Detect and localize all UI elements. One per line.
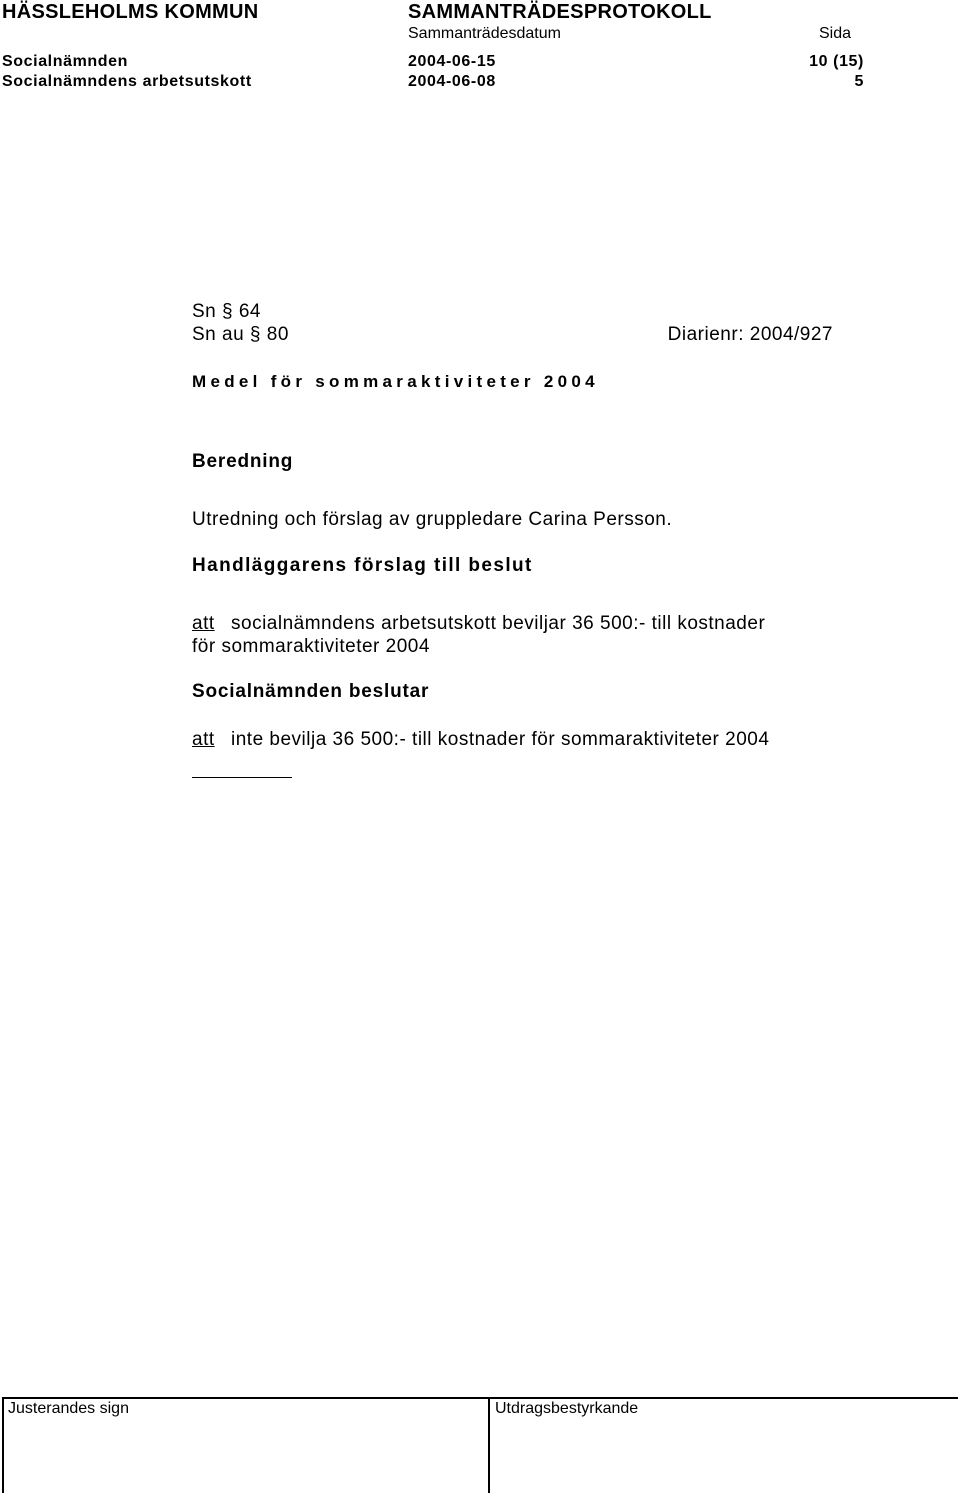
diary-number: Diarienr: 2004/927 xyxy=(667,324,833,345)
proposal-line-1: socialnämndens arbetsutskott beviljar 36 500:- till kostnader xyxy=(231,613,766,634)
sn-paragraph-ref: Sn § 64 xyxy=(192,301,261,322)
signature-box-divider xyxy=(488,1397,490,1493)
municipality-name: HÄSSLEHOLMS KOMMUN xyxy=(2,1,259,23)
page-label: Sida xyxy=(819,25,852,42)
body-name-2: Socialnämndens arbetsutskott xyxy=(2,73,252,90)
meeting-date-label: Sammanträdesdatum xyxy=(408,25,561,42)
decision-text: inte bevilja 36 500:- till kostnader för sommaraktiviteter 2004 xyxy=(231,729,770,750)
section-end-rule xyxy=(192,777,292,778)
signature-box xyxy=(2,1397,958,1493)
preparation-heading: Beredning xyxy=(192,451,294,472)
decision-att: att xyxy=(192,729,215,750)
document-type: SAMMANTRÄDESPROTOKOLL xyxy=(408,1,712,23)
meeting-date-1: 2004-06-15 xyxy=(408,53,496,70)
page-number-1: 10 (15) xyxy=(809,53,864,70)
decision-heading: Socialnämnden beslutar xyxy=(192,681,430,702)
signature-label: Justerandes sign xyxy=(8,1400,129,1417)
proposal-heading: Handläggarens förslag till beslut xyxy=(192,555,533,576)
proposal-att: att xyxy=(192,613,215,634)
sn-au-paragraph-ref: Sn au § 80 xyxy=(192,324,289,345)
body-name-1: Socialnämnden xyxy=(2,53,129,70)
preparation-text: Utredning och förslag av gruppledare Carina Persson. xyxy=(192,509,673,530)
certification-label: Utdragsbestyrkande xyxy=(495,1400,639,1417)
page-number-2: 5 xyxy=(854,73,864,90)
item-title: Medel för sommaraktiviteter 2004 xyxy=(192,372,599,391)
meeting-date-2: 2004-06-08 xyxy=(408,73,496,90)
proposal-line-2: för sommaraktiviteter 2004 xyxy=(192,636,430,657)
